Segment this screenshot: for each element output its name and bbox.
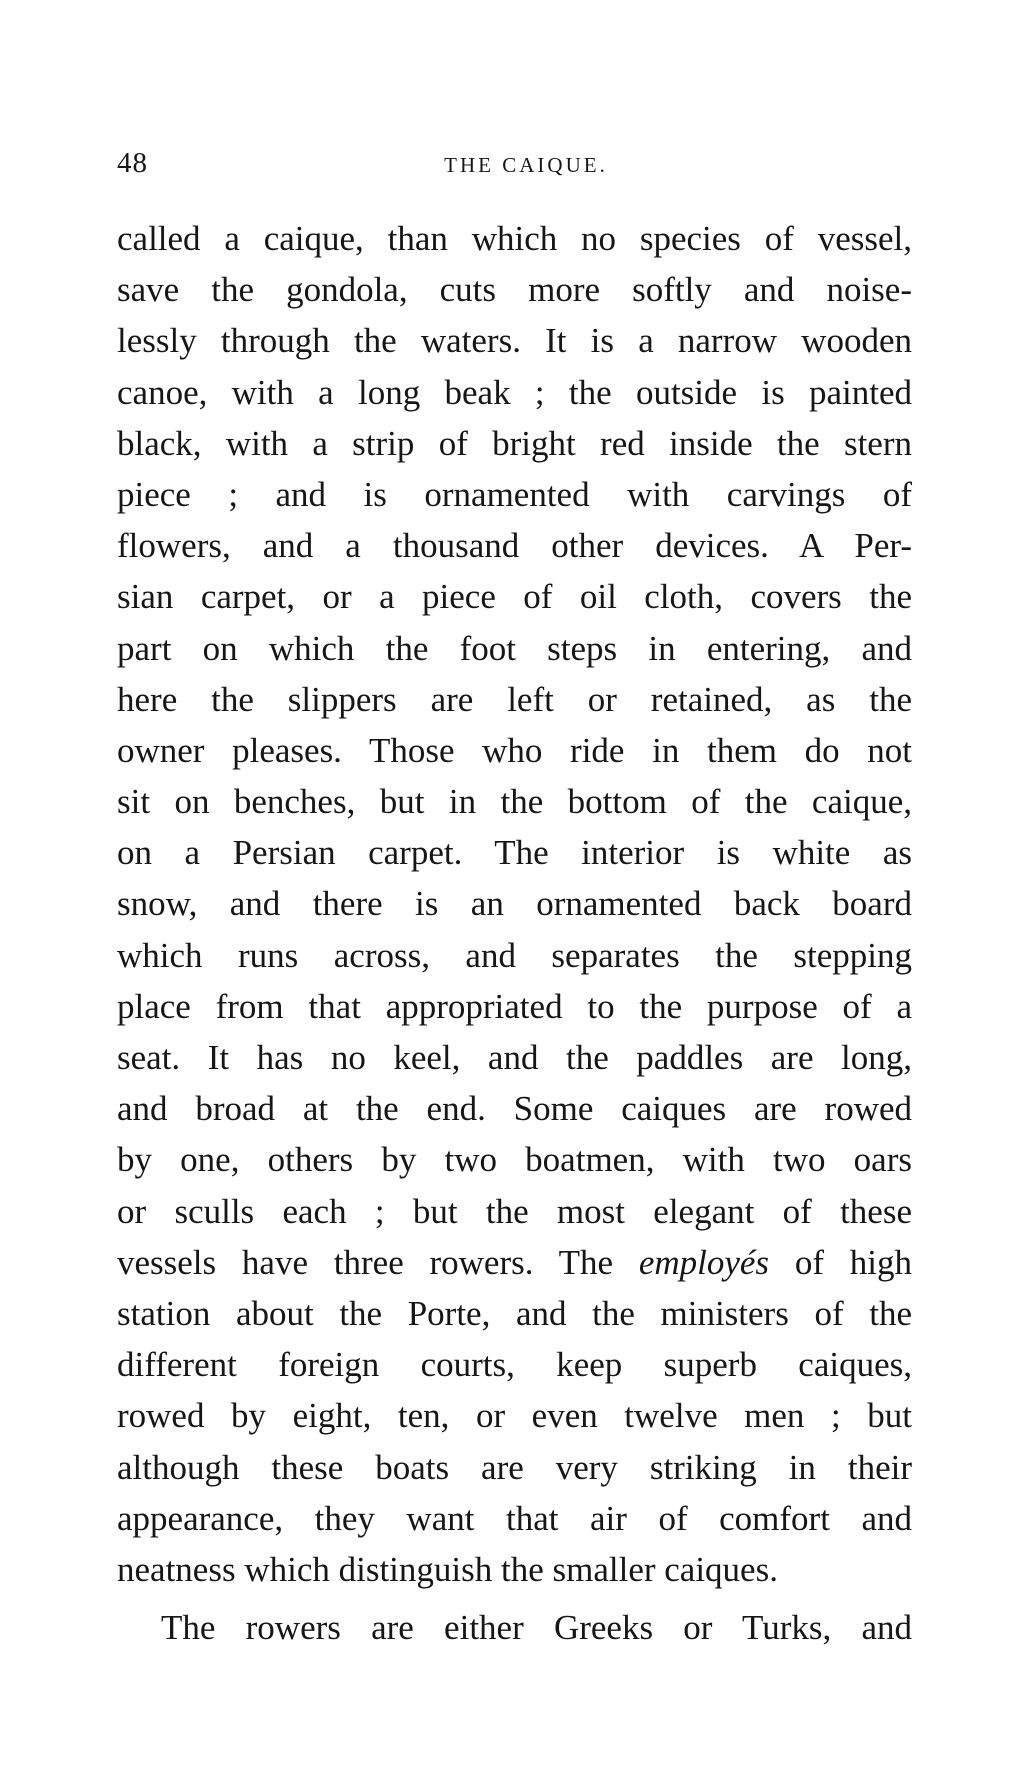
text-line: place from that appropriated to the purpose of a — [117, 986, 912, 1026]
line-text-after-italic: of high — [769, 1242, 912, 1282]
text-line: seat. It has no keel, and the paddles are long, — [117, 1038, 912, 1077]
text-line: sian carpet, or a piece of oil cloth, covers the — [117, 577, 912, 617]
text-line-with-italic — [117, 1237, 912, 1288]
text-line: sit on benches, but in the bottom of the caique, — [117, 782, 912, 822]
text-line: different foreign courts, keep superb caiques, — [117, 1345, 912, 1385]
page-number: 48 — [117, 147, 148, 179]
text-line: called a caique, than which no species of vessel, — [117, 219, 912, 258]
text-line: although these boats are very striking in their — [117, 1447, 912, 1487]
text-line: piece ; and is ornamented with carvings of — [117, 474, 912, 514]
text-line: canoe, with a long beak ; the outside is painted — [117, 372, 912, 412]
text-line: station about the Porte, and the ministers of the — [117, 1293, 912, 1333]
running-head-title: THE CAIQUE. — [444, 153, 608, 177]
text-line: snow, and there is an ornamented back board — [117, 884, 912, 924]
line-text-before-italic: vessels have three rowers. The — [117, 1242, 639, 1282]
text-line: or sculls each ; but the most elegant of these — [117, 1191, 912, 1231]
text-line: by one, others by two boatmen, with two oars — [117, 1140, 912, 1180]
text-line: which runs across, and separates the stepping — [117, 935, 912, 975]
text-line: save the gondola, cuts more softly and noise- — [117, 270, 912, 310]
text-line: part on which the foot steps in entering, and — [117, 628, 912, 668]
text-line: lessly through the waters. It is a narrow wooden — [117, 321, 912, 361]
text-line: owner pleases. Those who ride in them do not — [117, 730, 912, 770]
running-head — [117, 143, 917, 183]
text-line: on a Persian carpet. The interior is white as — [117, 833, 912, 873]
body-text — [117, 213, 912, 1653]
text-line: black, with a strip of bright red inside the stern — [117, 423, 912, 463]
text-line: and broad at the end. Some caiques are rowed — [117, 1089, 912, 1129]
text-line-paragraph-end: neatness which distinguish the smaller caiques. — [117, 1549, 778, 1589]
text-line: appearance, they want that air of comfort and — [117, 1498, 912, 1538]
text-line-paragraph-start: The rowers are either Greeks or Turks, and — [161, 1608, 912, 1648]
text-line: here the slippers are left or retained, as the — [117, 679, 912, 719]
text-line: flowers, and a thousand other devices. A Per- — [117, 526, 912, 566]
text-line: rowed by eight, ten, or even twelve men ; but — [117, 1396, 912, 1436]
italic-word: employés — [638, 1242, 770, 1282]
